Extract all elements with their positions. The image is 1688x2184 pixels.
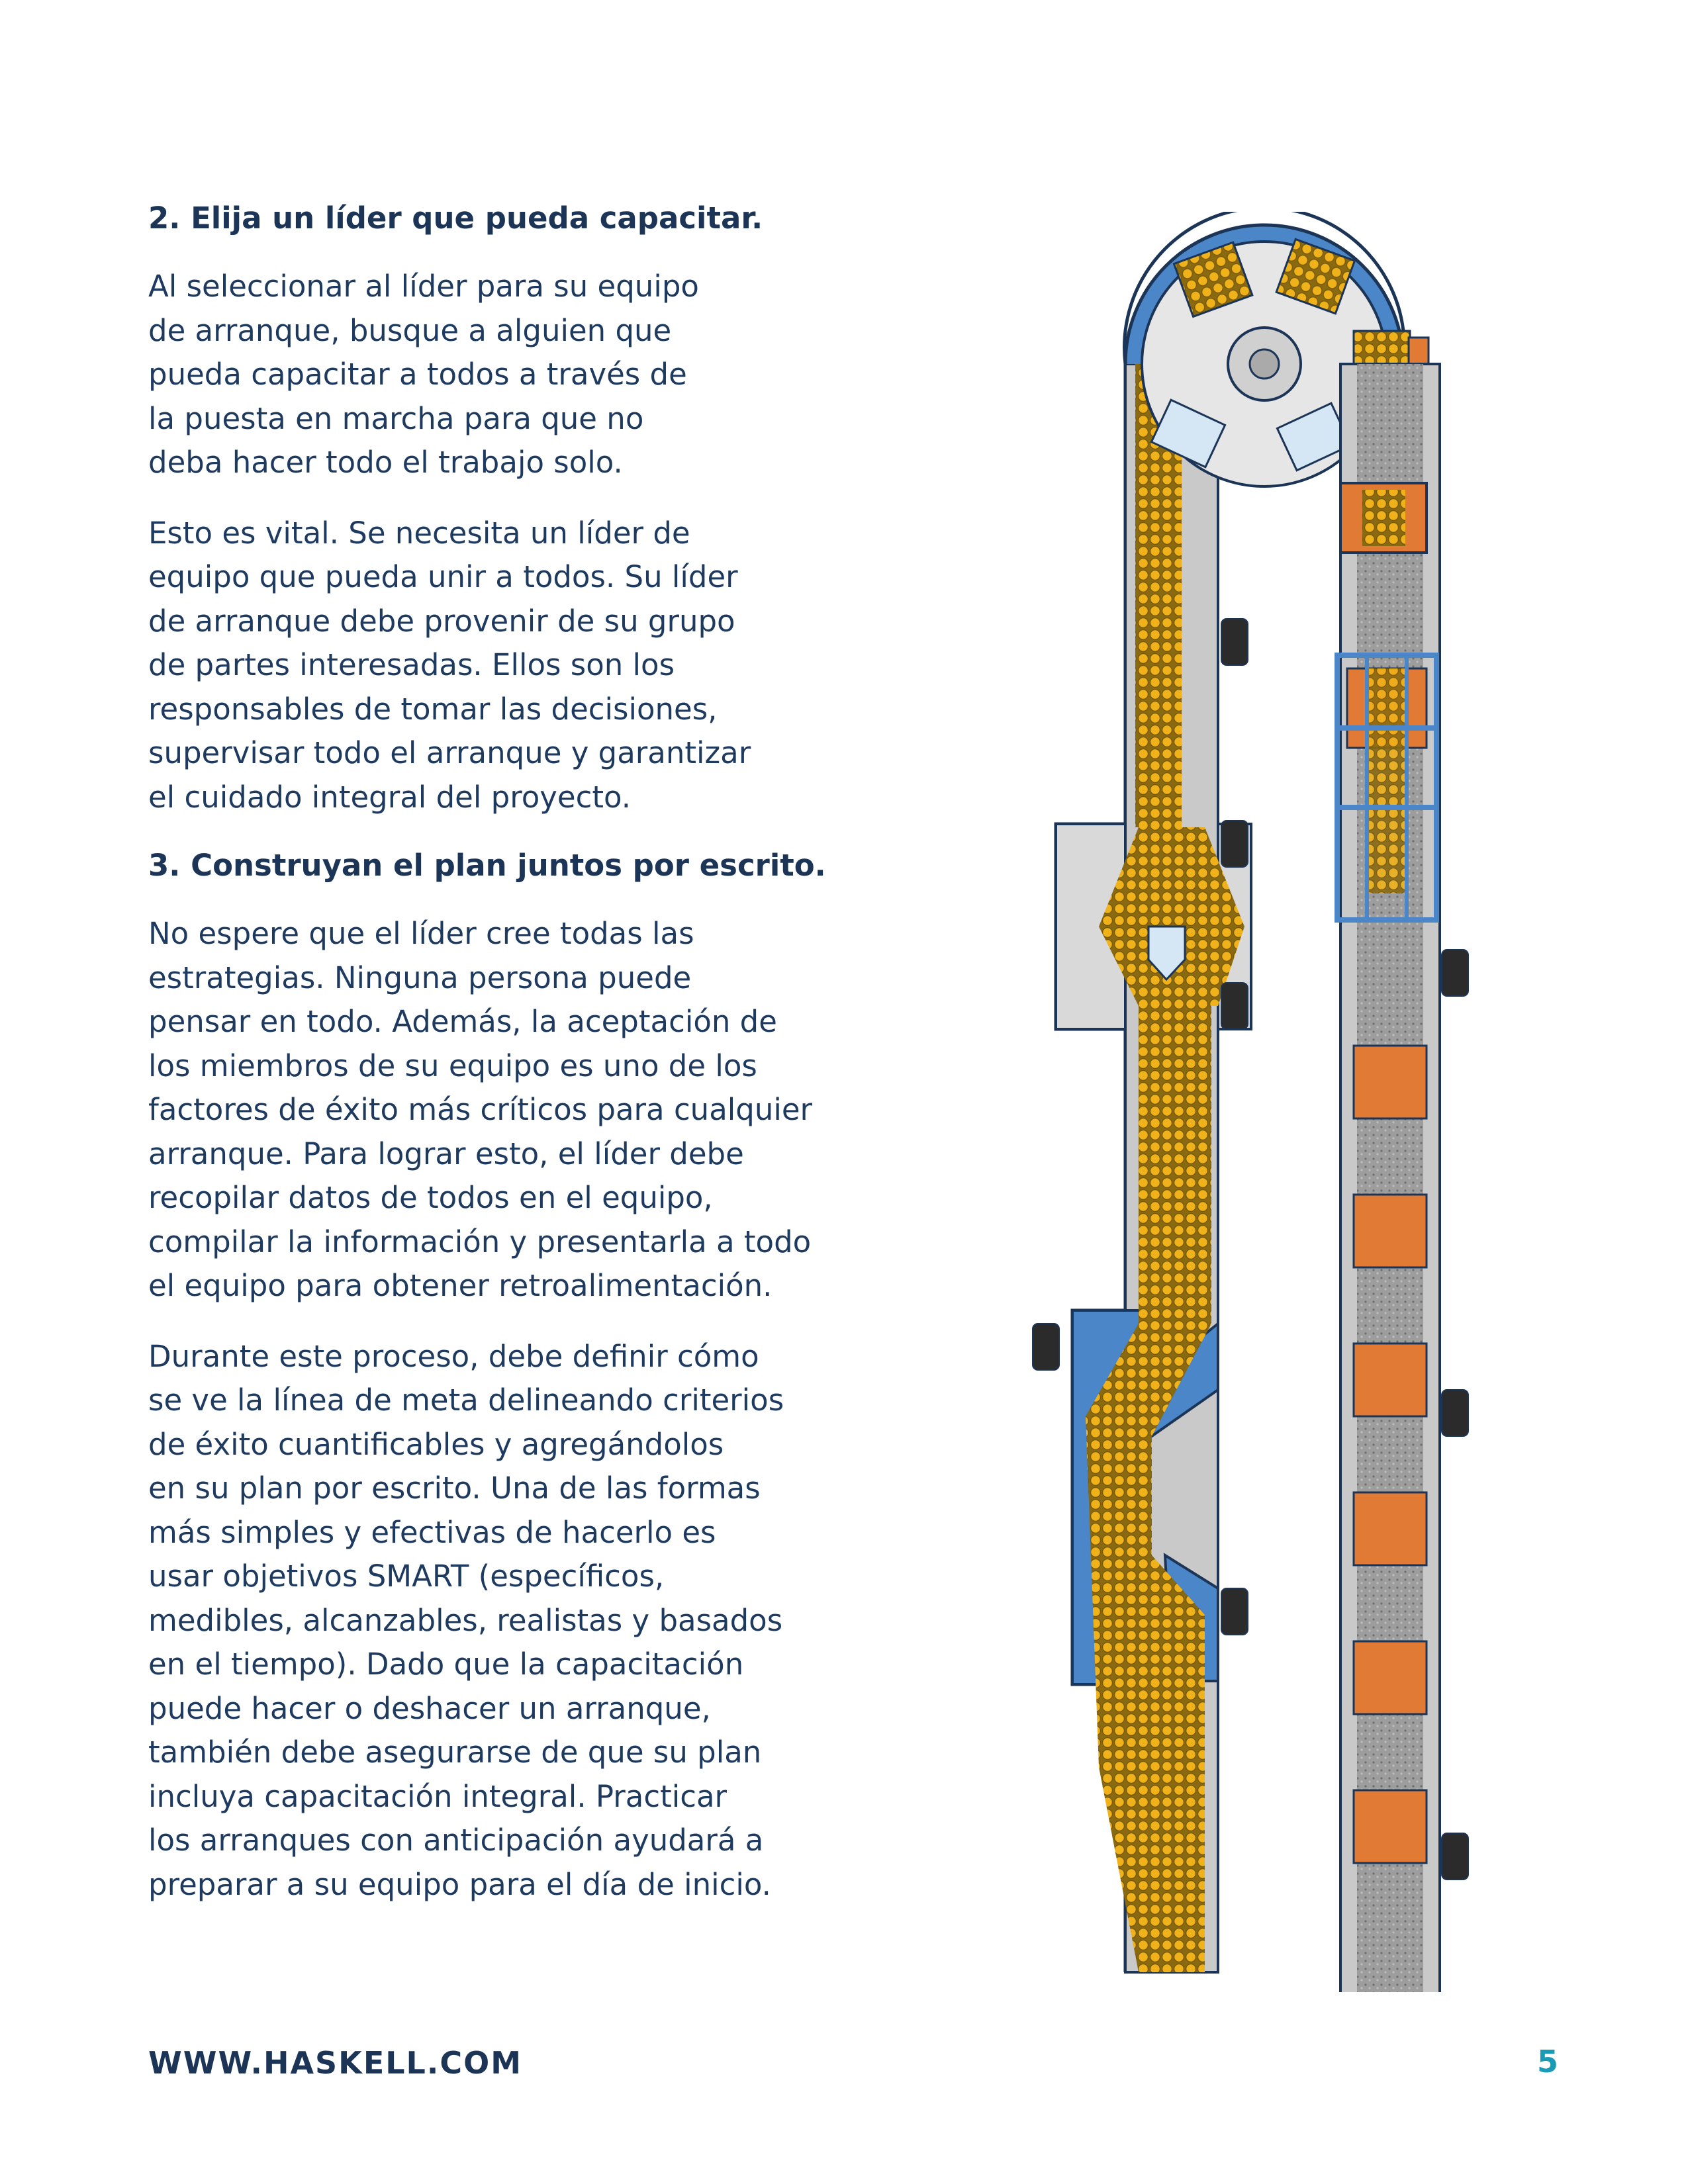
text-line: la puesta en marcha para que no [148,400,644,436]
text-line: puede hacer o deshacer un arranque, [148,1690,711,1726]
section-2-paragraph-2 [148,512,837,820]
text-line: el equipo para obtener retroalimentación. [148,1268,773,1303]
text-line: pueda capacitar a todos a través de [148,357,687,392]
text-line: de éxito cuantificables y agregándolos [148,1426,724,1462]
text-line: compilar la información y presentarla a todo [148,1224,812,1259]
text-line: usar objetivos SMART (específicos, [148,1559,665,1594]
text-line: supervisar todo el arranque y garantizar [148,735,751,770]
text-line: equipo que pueda unir a todos. Su líder [148,559,738,594]
text-line: No espere que el líder cree todas las [148,916,694,951]
text-line: factores de éxito más críticos para cualquier [148,1092,813,1127]
text-line: responsables de tomar las decisiones, [148,691,718,727]
section-3-paragraph-2 [148,1335,837,1907]
text-line: Esto es vital. Se necesita un líder de [148,515,690,551]
text-line: también debe asegurarse de que su plan [148,1735,762,1770]
section-3-paragraph-1 [148,912,837,1308]
section-2-paragraph-1 [148,265,837,485]
text-line: más simples y efectivas de hacerlo es [148,1514,716,1550]
text-line: de arranque, busque a alguien que [148,312,672,348]
text-line: deba hacer todo el trabajo solo. [148,445,623,480]
text-line: los miembros de su equipo es uno de los [148,1048,757,1083]
text-line: el cuidado integral del proyecto. [148,779,632,815]
text-line: Al seleccionar al líder para su equipo [148,269,699,304]
text-line: Durante este proceso, debe definir cómo [148,1338,759,1374]
text-line: en el tiempo). Dado que la capacitación [148,1647,744,1682]
page-number: 5 [1537,2044,1559,2079]
text-line: se ve la línea de meta delineando criterios [148,1383,784,1418]
conveyor-line-diagram-icon [1006,212,1509,1992]
text-line: preparar a su equipo para el día de inicio. [148,1866,771,1902]
section-2-heading: 2. Elija un líder que pueda capacitar. [148,201,763,236]
text-line: incluya capacitación integral. Practicar [148,1778,727,1814]
text-line: de arranque debe provenir de su grupo [148,603,735,639]
text-line: de partes interesadas. Ellos son los [148,647,675,682]
text-line: medibles, alcanzables, realistas y basados [148,1602,783,1638]
text-line: arranque. Para lograr esto, el líder debe [148,1136,744,1171]
right-conveyor [1337,331,1440,1992]
footer-website-link[interactable]: WWW.HASKELL.COM [148,2045,522,2081]
text-line: recopilar datos de todos en el equipo, [148,1180,713,1215]
text-line: estrategias. Ninguna persona puede [148,960,692,995]
text-line: pensar en todo. Además, la aceptación de [148,1004,777,1039]
article-body [148,199,837,1933]
text-line: los arranques con anticipación ayudará a [148,1823,764,1858]
section-3-heading: 3. Construyan el plan juntos por escrito. [148,848,826,883]
text-line: en su plan por escrito. Una de las formas [148,1471,761,1506]
